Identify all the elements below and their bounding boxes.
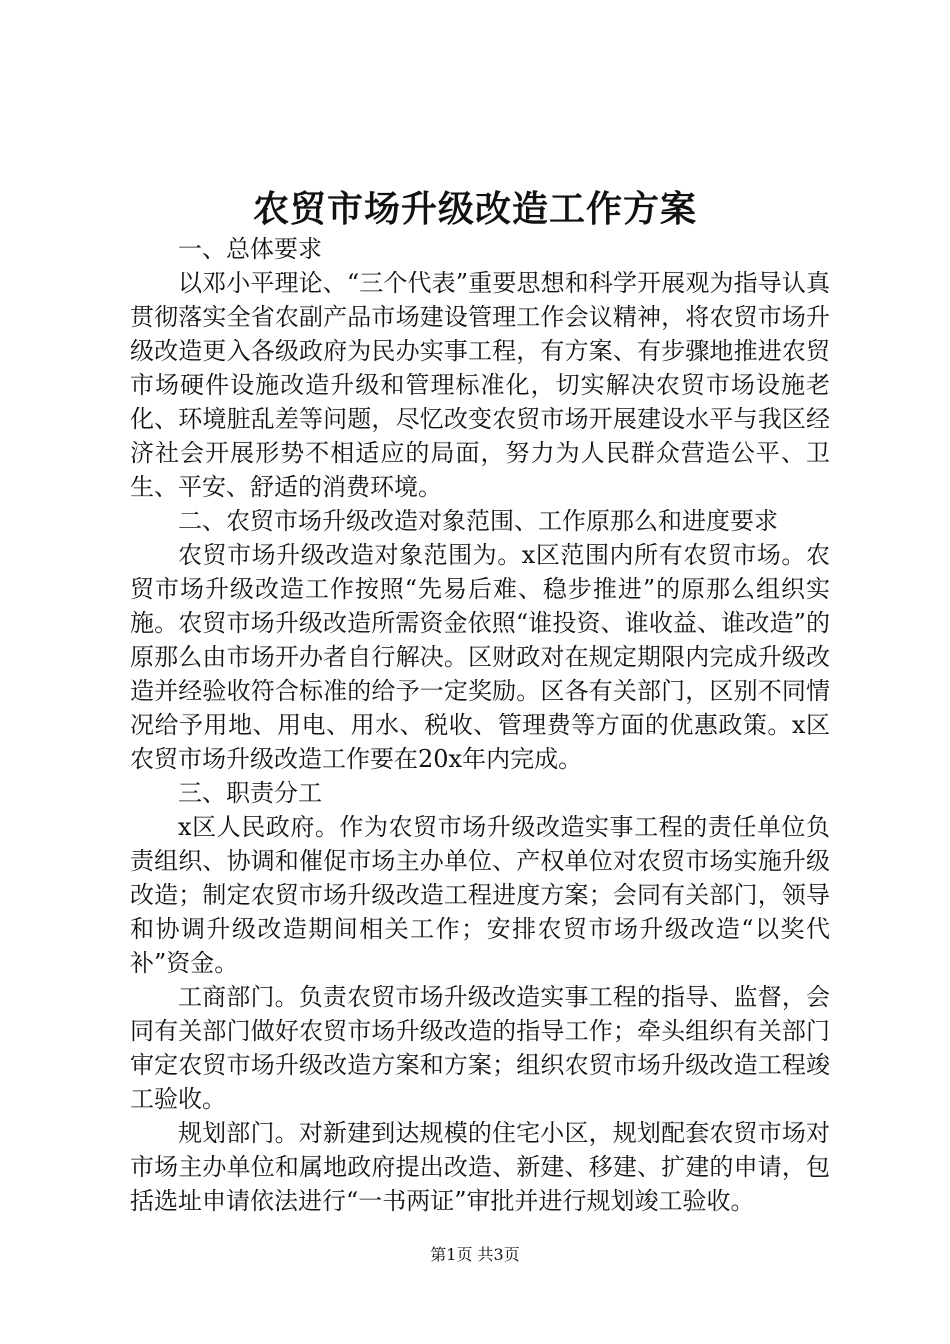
paragraph-scope: 农贸市场升级改造对象范围为。x区范围内所有农贸市场。农贸市场升级改造工作按照“先易后难、稳步推进”的原那么组织实施。农贸市场升级改造所需资金依照“谁投资、谁收益、谁改造”的原那么由市场开办者自行解决。区财政对在规定期限内完成升级改造并经验收符合标准的给予一定奖励。区各有关部门，区别不同情况给予用地、用电、用水、税收、管理费等方面的优惠政策。x区农贸市场升级改造工作要在20x年内完成。	[130, 541, 830, 773]
section-heading-2: 二、农贸市场升级改造对象范围、工作原那么和进度要求	[178, 507, 778, 535]
paragraph-general-requirements: 以邓小平理论、“三个代表”重要思想和科学开展观为指导认真贯彻落实全省农副产品市场建设管理工作会议精神，将农贸市场升级改造更入各级政府为民办实事工程，有方案、有步骤地推进农贸市场硬件设施改造升级和管理标准化，切实解决农贸市场设施老化、环境脏乱差等问题，尽忆改变农贸市场开展建设水平与我区经济社会开展形势不相适应的局面，努力为人民群众营造公平、卫生、平安、舒适的消费环境。	[130, 269, 830, 501]
paragraph-commerce-department: 工商部门。负责农贸市场升级改造实事工程的指导、监督，会同有关部门做好农贸市场升级改造的指导工作；牵头组织有关部门审定农贸市场升级改造方案和方案；组织农贸市场升级改造工程竣工验收。	[130, 983, 830, 1113]
section-heading-3: 三、职责分工	[178, 779, 322, 807]
paragraph-planning-department: 规划部门。对新建到达规模的住宅小区，规划配套农贸市场对市场主办单位和属地政府提出改造、新建、移建、扩建的申请，包括选址申请依法进行“一书两证”审批并进行规划竣工验收。	[130, 1119, 830, 1215]
paragraph-district-government: x区人民政府。作为农贸市场升级改造实事工程的责任单位负责组织、协调和催促市场主办单位、产权单位对农贸市场实施升级改造；制定农贸市场升级改造工程进度方案；会同有关部门，领导和协调升级改造期间相关工作；安排农贸市场升级改造“以奖代补”资金。	[130, 813, 830, 977]
page-number: 第1页 共3页	[430, 1245, 520, 1264]
document-title: 农贸市场升级改造工作方案	[252, 188, 697, 230]
section-heading-1: 一、总体要求	[178, 235, 322, 263]
document-body	[130, 232, 830, 1218]
